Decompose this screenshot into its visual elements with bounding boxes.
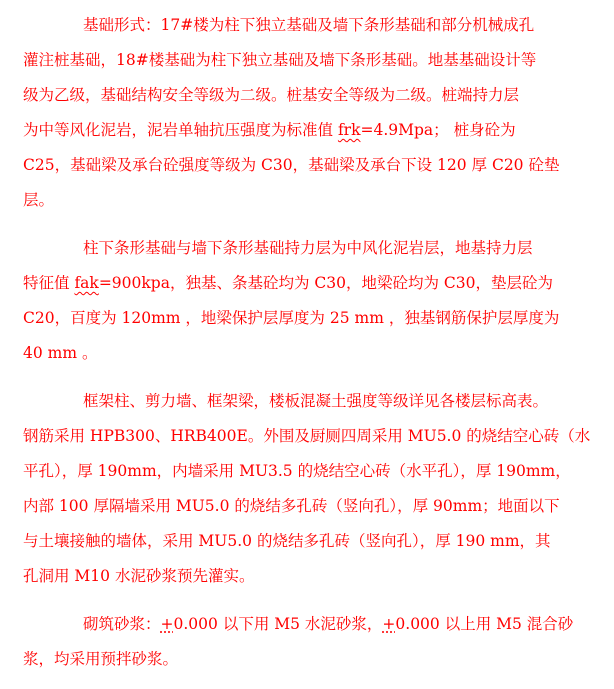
paragraph-1-line-1 <box>83 13 534 37</box>
text-segment: 柱下条形基础与墙下条形基础持力层为中风化泥岩层，地基持力层 <box>83 239 533 257</box>
text-segment: 孔洞用 M10 水泥砂浆预先灌实。 <box>23 567 255 585</box>
paragraph-1-line-5 <box>23 153 559 177</box>
text-segment: C20，百度为 120mm ，地梁保护层厚度为 25 mm ，独基钢筋保护层厚度为 <box>23 309 560 327</box>
frk-term: frk <box>337 121 361 139</box>
paragraph-3-line-3 <box>23 459 571 483</box>
text-segment: 与土壤接触的墙体，采用 MU5.0 的烧结多孔砖（竖向孔），厚 190 mm，其 <box>23 532 551 550</box>
fak-term: fak <box>74 274 99 292</box>
text-segment: 灌注桩基础，18#楼基础为柱下独立基础及墙下条形基础。地基基础设计等 <box>23 51 537 69</box>
text-segment: 基础形式：17#楼为柱下独立基础及墙下条形基础和部分机械成孔 <box>83 16 535 34</box>
paragraph-2-line-4 <box>23 341 97 365</box>
paragraph-1-line-4 <box>23 118 516 142</box>
paragraph-3-line-1 <box>83 389 548 413</box>
paragraph-3-line-4 <box>23 494 560 518</box>
text-segment: 层。 <box>23 191 55 209</box>
text-segment: 内部 100 厚隔墙采用 MU5.0 的烧结多孔砖（竖向孔），厚 90mm；地面以下 <box>23 497 560 515</box>
paragraph-2-line-2 <box>23 271 553 295</box>
paragraph-2-line-1 <box>83 236 533 260</box>
text-segment: 为中等风化泥岩，泥岩单轴抗压强度为标准值 <box>23 121 338 139</box>
paragraph-4-line-1 <box>83 612 573 636</box>
paragraph-3-line-6 <box>23 564 254 588</box>
text-segment: 级为乙级，基础结构安全等级为二级。桩基安全等级为二级。桩端持力层 <box>23 86 520 104</box>
text-segment: 平孔），厚 190mm，内墙采用 MU3.5 的烧结空心砖（水平孔），厚 190mm， <box>23 462 571 480</box>
text-segment: C25，基础梁及承台砼强度等级为 C30，基础梁及承台下设 120 厚 C20 砼垫 <box>23 156 560 174</box>
paragraph-4-line-2 <box>23 647 178 671</box>
text-segment: 钢筋采用 HPB300、HRB400E。外围及厨厕四周采用 MU5.0 的烧结空心砖（水 <box>23 427 591 445</box>
text-segment: 0.000 以上用 M5 混合砂 <box>395 615 574 633</box>
paragraph-1-line-6 <box>23 188 54 212</box>
text-segment: 特征值 <box>23 274 75 292</box>
text-segment: 浆，均采用预拌砂浆。 <box>23 650 179 668</box>
text-segment: =900kpa，独基、条基砼均为 C30，地梁砼均为 C30，垫层砼为 <box>98 274 553 292</box>
paragraph-2-line-3 <box>23 306 559 330</box>
paragraph-3-line-5 <box>23 529 551 553</box>
plus-sign: + <box>382 615 396 633</box>
text-segment: 砌筑砂浆： <box>83 615 161 633</box>
paragraph-1-line-3 <box>23 83 519 107</box>
text-segment: 40 mm 。 <box>23 344 98 362</box>
text-segment: 0.000 以下用 M5 水泥砂浆， <box>173 615 383 633</box>
paragraph-3-line-2 <box>23 424 590 448</box>
paragraph-1-line-2 <box>23 48 536 72</box>
text-segment: 框架柱、剪力墙、框架梁，楼板混凝土强度等级详见各楼层标高表。 <box>83 392 549 410</box>
text-segment: =4.9Mpa； 桩身砼为 <box>360 121 516 139</box>
plus-sign: + <box>160 615 174 633</box>
